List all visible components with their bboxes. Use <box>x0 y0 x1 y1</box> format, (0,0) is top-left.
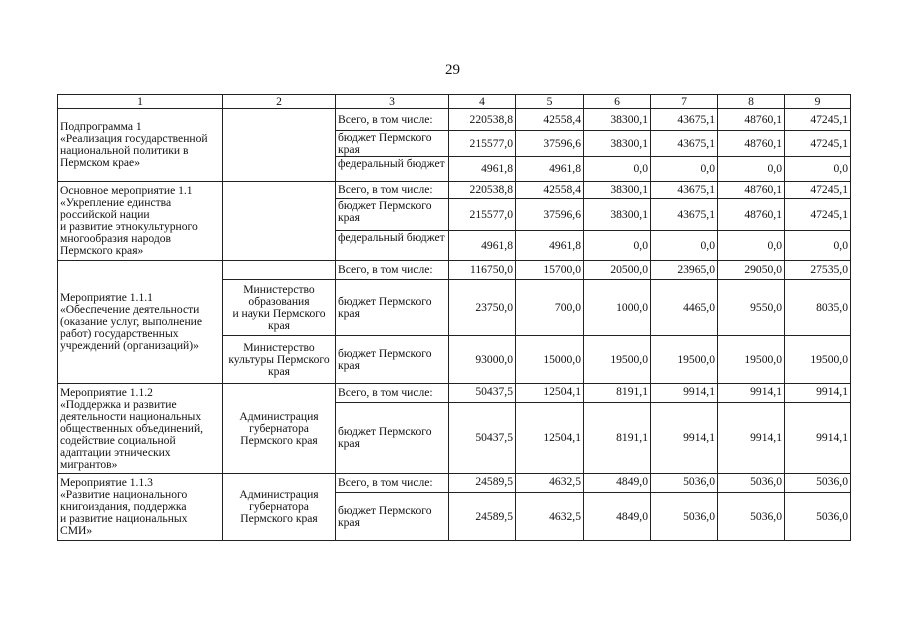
value-cell: 48760,1 <box>718 182 785 199</box>
value-cell: 4961,8 <box>449 157 516 182</box>
value-cell: 4961,8 <box>449 231 516 261</box>
table-row <box>58 109 851 131</box>
value-cell: 4632,5 <box>516 474 584 493</box>
header-cell: 1 <box>58 95 223 109</box>
value-cell: 220538,8 <box>449 182 516 199</box>
funding-source: Всего, в том числе: <box>336 182 449 199</box>
header-cell: 6 <box>584 95 651 109</box>
value-cell: 9914,1 <box>651 403 718 474</box>
header-cell: 5 <box>516 95 584 109</box>
value-cell: 215577,0 <box>449 199 516 231</box>
header-cell: 8 <box>718 95 785 109</box>
item-name: Мероприятие 1.1.1 «Обеспечение деятельности (оказание услуг, выполнение работ) государственных учреждений (организаций)» <box>58 261 223 384</box>
value-cell: 220538,8 <box>449 109 516 131</box>
value-cell: 9914,1 <box>785 403 851 474</box>
value-cell: 700,0 <box>516 280 584 336</box>
item-name: Основное мероприятие 1.1 «Укрепление единства российской нации и развитие этнокультурного многообразия народов Пермского края» <box>58 182 223 261</box>
value-cell: 19500,0 <box>584 336 651 384</box>
item-name: Мероприятие 1.1.3 «Развитие национального книгоиздания, поддержка и развитие национальных СМИ» <box>58 474 223 541</box>
value-cell: 47245,1 <box>785 199 851 231</box>
value-cell: 0,0 <box>785 157 851 182</box>
value-cell: 37596,6 <box>516 199 584 231</box>
value-cell: 15000,0 <box>516 336 584 384</box>
value-cell: 5036,0 <box>785 474 851 493</box>
value-cell: 9914,1 <box>718 384 785 403</box>
funding-source: бюджет Пермского края <box>336 280 449 336</box>
value-cell: 4961,8 <box>516 231 584 261</box>
table-row <box>58 182 851 199</box>
value-cell: 47245,1 <box>785 109 851 131</box>
value-cell: 4632,5 <box>516 493 584 541</box>
value-cell: 12504,1 <box>516 384 584 403</box>
value-cell: 0,0 <box>651 231 718 261</box>
value-cell: 38300,1 <box>584 182 651 199</box>
value-cell: 0,0 <box>584 157 651 182</box>
value-cell: 8035,0 <box>785 280 851 336</box>
value-cell: 47245,1 <box>785 131 851 157</box>
value-cell: 42558,4 <box>516 182 584 199</box>
executor-cell <box>223 109 336 182</box>
value-cell: 38300,1 <box>584 199 651 231</box>
value-cell: 9550,0 <box>718 280 785 336</box>
table-row <box>58 384 851 403</box>
value-cell: 9914,1 <box>718 403 785 474</box>
executor-cell: Министерство культуры Пермского края <box>223 336 336 384</box>
value-cell: 5036,0 <box>785 493 851 541</box>
value-cell: 43675,1 <box>651 199 718 231</box>
value-cell: 38300,1 <box>584 109 651 131</box>
header-cell: 2 <box>223 95 336 109</box>
value-cell: 4465,0 <box>651 280 718 336</box>
value-cell: 4961,8 <box>516 157 584 182</box>
funding-source: Всего, в том числе: <box>336 261 449 280</box>
value-cell: 43675,1 <box>651 131 718 157</box>
value-cell: 8191,1 <box>584 384 651 403</box>
executor-cell <box>223 261 336 280</box>
value-cell: 24589,5 <box>449 493 516 541</box>
value-cell: 27535,0 <box>785 261 851 280</box>
value-cell: 43675,1 <box>651 109 718 131</box>
funding-source: федеральный бюджет <box>336 157 449 182</box>
value-cell: 5036,0 <box>718 474 785 493</box>
value-cell: 215577,0 <box>449 131 516 157</box>
value-cell: 23965,0 <box>651 261 718 280</box>
value-cell: 37596,6 <box>516 131 584 157</box>
item-name: Подпрограмма 1 «Реализация государственной национальной политики в Пермском крае» <box>58 109 223 182</box>
value-cell: 8191,1 <box>584 403 651 474</box>
value-cell: 0,0 <box>718 231 785 261</box>
value-cell: 93000,0 <box>449 336 516 384</box>
value-cell: 50437,5 <box>449 384 516 403</box>
executor-cell: Министерство образования и науки Пермского края <box>223 280 336 336</box>
value-cell: 0,0 <box>785 231 851 261</box>
value-cell: 50437,5 <box>449 403 516 474</box>
page-number: 29 <box>445 62 460 78</box>
value-cell: 0,0 <box>584 231 651 261</box>
header-row <box>58 95 851 109</box>
value-cell: 5036,0 <box>651 493 718 541</box>
table-row <box>58 474 851 493</box>
funding-source: бюджет Пермского края <box>336 199 449 231</box>
value-cell: 4849,0 <box>584 474 651 493</box>
funding-source: бюджет Пермского края <box>336 131 449 157</box>
header-cell: 3 <box>336 95 449 109</box>
funding-source: федеральный бюджет <box>336 231 449 261</box>
value-cell: 0,0 <box>651 157 718 182</box>
value-cell: 23750,0 <box>449 280 516 336</box>
value-cell: 48760,1 <box>718 131 785 157</box>
value-cell: 116750,0 <box>449 261 516 280</box>
value-cell: 20500,0 <box>584 261 651 280</box>
value-cell: 38300,1 <box>584 131 651 157</box>
value-cell: 4849,0 <box>584 493 651 541</box>
value-cell: 12504,1 <box>516 403 584 474</box>
value-cell: 1000,0 <box>584 280 651 336</box>
value-cell: 43675,1 <box>651 182 718 199</box>
value-cell: 9914,1 <box>651 384 718 403</box>
value-cell: 48760,1 <box>718 109 785 131</box>
value-cell: 9914,1 <box>785 384 851 403</box>
funding-source: бюджет Пермского края <box>336 403 449 474</box>
value-cell: 5036,0 <box>651 474 718 493</box>
value-cell: 19500,0 <box>718 336 785 384</box>
funding-source: бюджет Пермского края <box>336 493 449 541</box>
value-cell: 29050,0 <box>718 261 785 280</box>
header-cell: 4 <box>449 95 516 109</box>
value-cell: 5036,0 <box>718 493 785 541</box>
funding-source: бюджет Пермского края <box>336 336 449 384</box>
executor-cell: Администрация губернатора Пермского края <box>223 474 336 541</box>
executor-cell <box>223 182 336 261</box>
program-funding-table <box>57 94 851 541</box>
header-cell: 7 <box>651 95 718 109</box>
table-row <box>58 261 851 280</box>
funding-source: Всего, в том числе: <box>336 384 449 403</box>
value-cell: 19500,0 <box>785 336 851 384</box>
value-cell: 47245,1 <box>785 182 851 199</box>
item-name: Мероприятие 1.1.2 «Поддержка и развитие деятельности национальных общественных объединений, содействие социальной адаптации этнических мигрантов» <box>58 384 223 474</box>
value-cell: 19500,0 <box>651 336 718 384</box>
header-cell: 9 <box>785 95 851 109</box>
value-cell: 24589,5 <box>449 474 516 493</box>
value-cell: 0,0 <box>718 157 785 182</box>
value-cell: 42558,4 <box>516 109 584 131</box>
executor-cell: Администрация губернатора Пермского края <box>223 384 336 474</box>
value-cell: 15700,0 <box>516 261 584 280</box>
funding-source: Всего, в том числе: <box>336 109 449 131</box>
value-cell: 48760,1 <box>718 199 785 231</box>
funding-source: Всего, в том числе: <box>336 474 449 493</box>
